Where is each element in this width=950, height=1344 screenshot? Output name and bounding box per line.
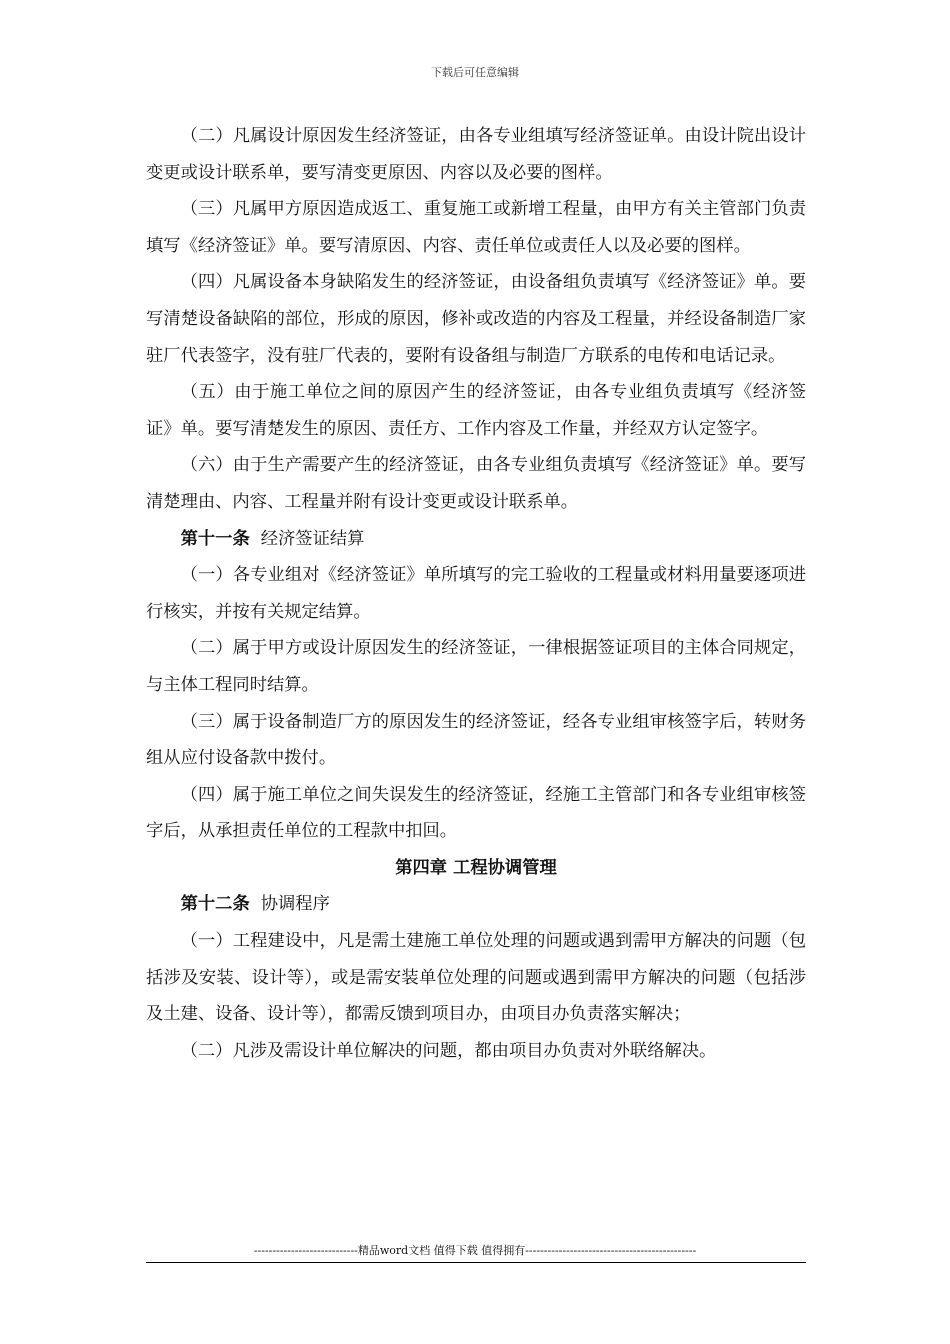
paragraph: （五）由于施工单位之间的原因产生的经济签证，由各专业组负责填写《经济签证》单。要写清楚发生的原因、责任方、工作内容及工作量，并经双方认定签字。 [146,382,806,439]
footer-divider [146,1262,806,1263]
article-heading [146,886,806,923]
paragraph: （二）凡涉及需设计单位解决的问题，都由项目办负责对外联络解决。 [180,1040,717,1061]
paragraph: （四）属于施工单位之间失误发生的经济签证，经施工主管部门和各专业组审核签字后，从承担责任单位的工程款中扣回。 [146,784,806,842]
chapter-heading: 第四章 工程协调管理 [395,857,557,878]
paragraph: （一）各专业组对《经济签证》单所填写的完工验收的工程量或材料用量要逐项进行核实，并按有关规定结算。 [146,565,806,622]
paragraph: （四）凡属设备本身缺陷发生的经济签证，由设备组负责填写《经济签证》单。要写清楚设备缺陷的部位，形成的原因，修补或改造的内容及工程量，并经设备制造厂家驻厂代表签字，没有驻厂代表的，要附有设备组与制造厂方联系的电传和电话记录。 [146,272,806,366]
article-heading [146,521,806,558]
page-header: 下载后可任意编辑 [431,66,519,79]
paragraph: （六）由于生产需要产生的经济签证，由各专业组负责填写《经济签证》单。要写清楚理由、内容、工程量并附有设计变更或设计联系单。 [146,455,806,512]
paragraph: （一）工程建设中，凡是需土建施工单位处理的问题或遇到需甲方解决的问题（包括涉及安装、设计等），或是需安装单位处理的问题或遇到需甲方解决的问题（包括涉及土建、设备、设计等），都需反馈到项目办，由项目办负责落实解决； [146,931,806,1025]
paragraph: （二）属于甲方或设计原因发生的经济签证，一律根据签证项目的主体合同规定，与主体工程同时结算。 [146,638,806,695]
article-title: 经济签证结算 [260,528,365,549]
paragraph: （三）属于设备制造厂方的原因发生的经济签证，经各专业组审核签字后，转财务组从应付设备款中拨付。 [146,711,806,769]
article-label: 第十一条 [180,528,250,549]
document-body [146,118,806,1069]
paragraph: （二）凡属设计原因发生经济签证，由各专业组填写经济签证单。由设计院出设计变更或设计联系单，要写清变更原因、内容以及必要的图样。 [146,126,806,183]
article-title: 协调程序 [260,894,330,915]
page-footer: ----------------------------精品word文档 值得下载 值得拥有---------------------------------------------- [253,1244,697,1257]
paragraph: （三）凡属甲方原因造成返工、重复施工或新增工程量，由甲方有关主管部门负责填写《经济签证》单。要写清原因、内容、责任单位或责任人以及必要的图样。 [146,199,806,256]
article-label: 第十二条 [180,894,250,915]
